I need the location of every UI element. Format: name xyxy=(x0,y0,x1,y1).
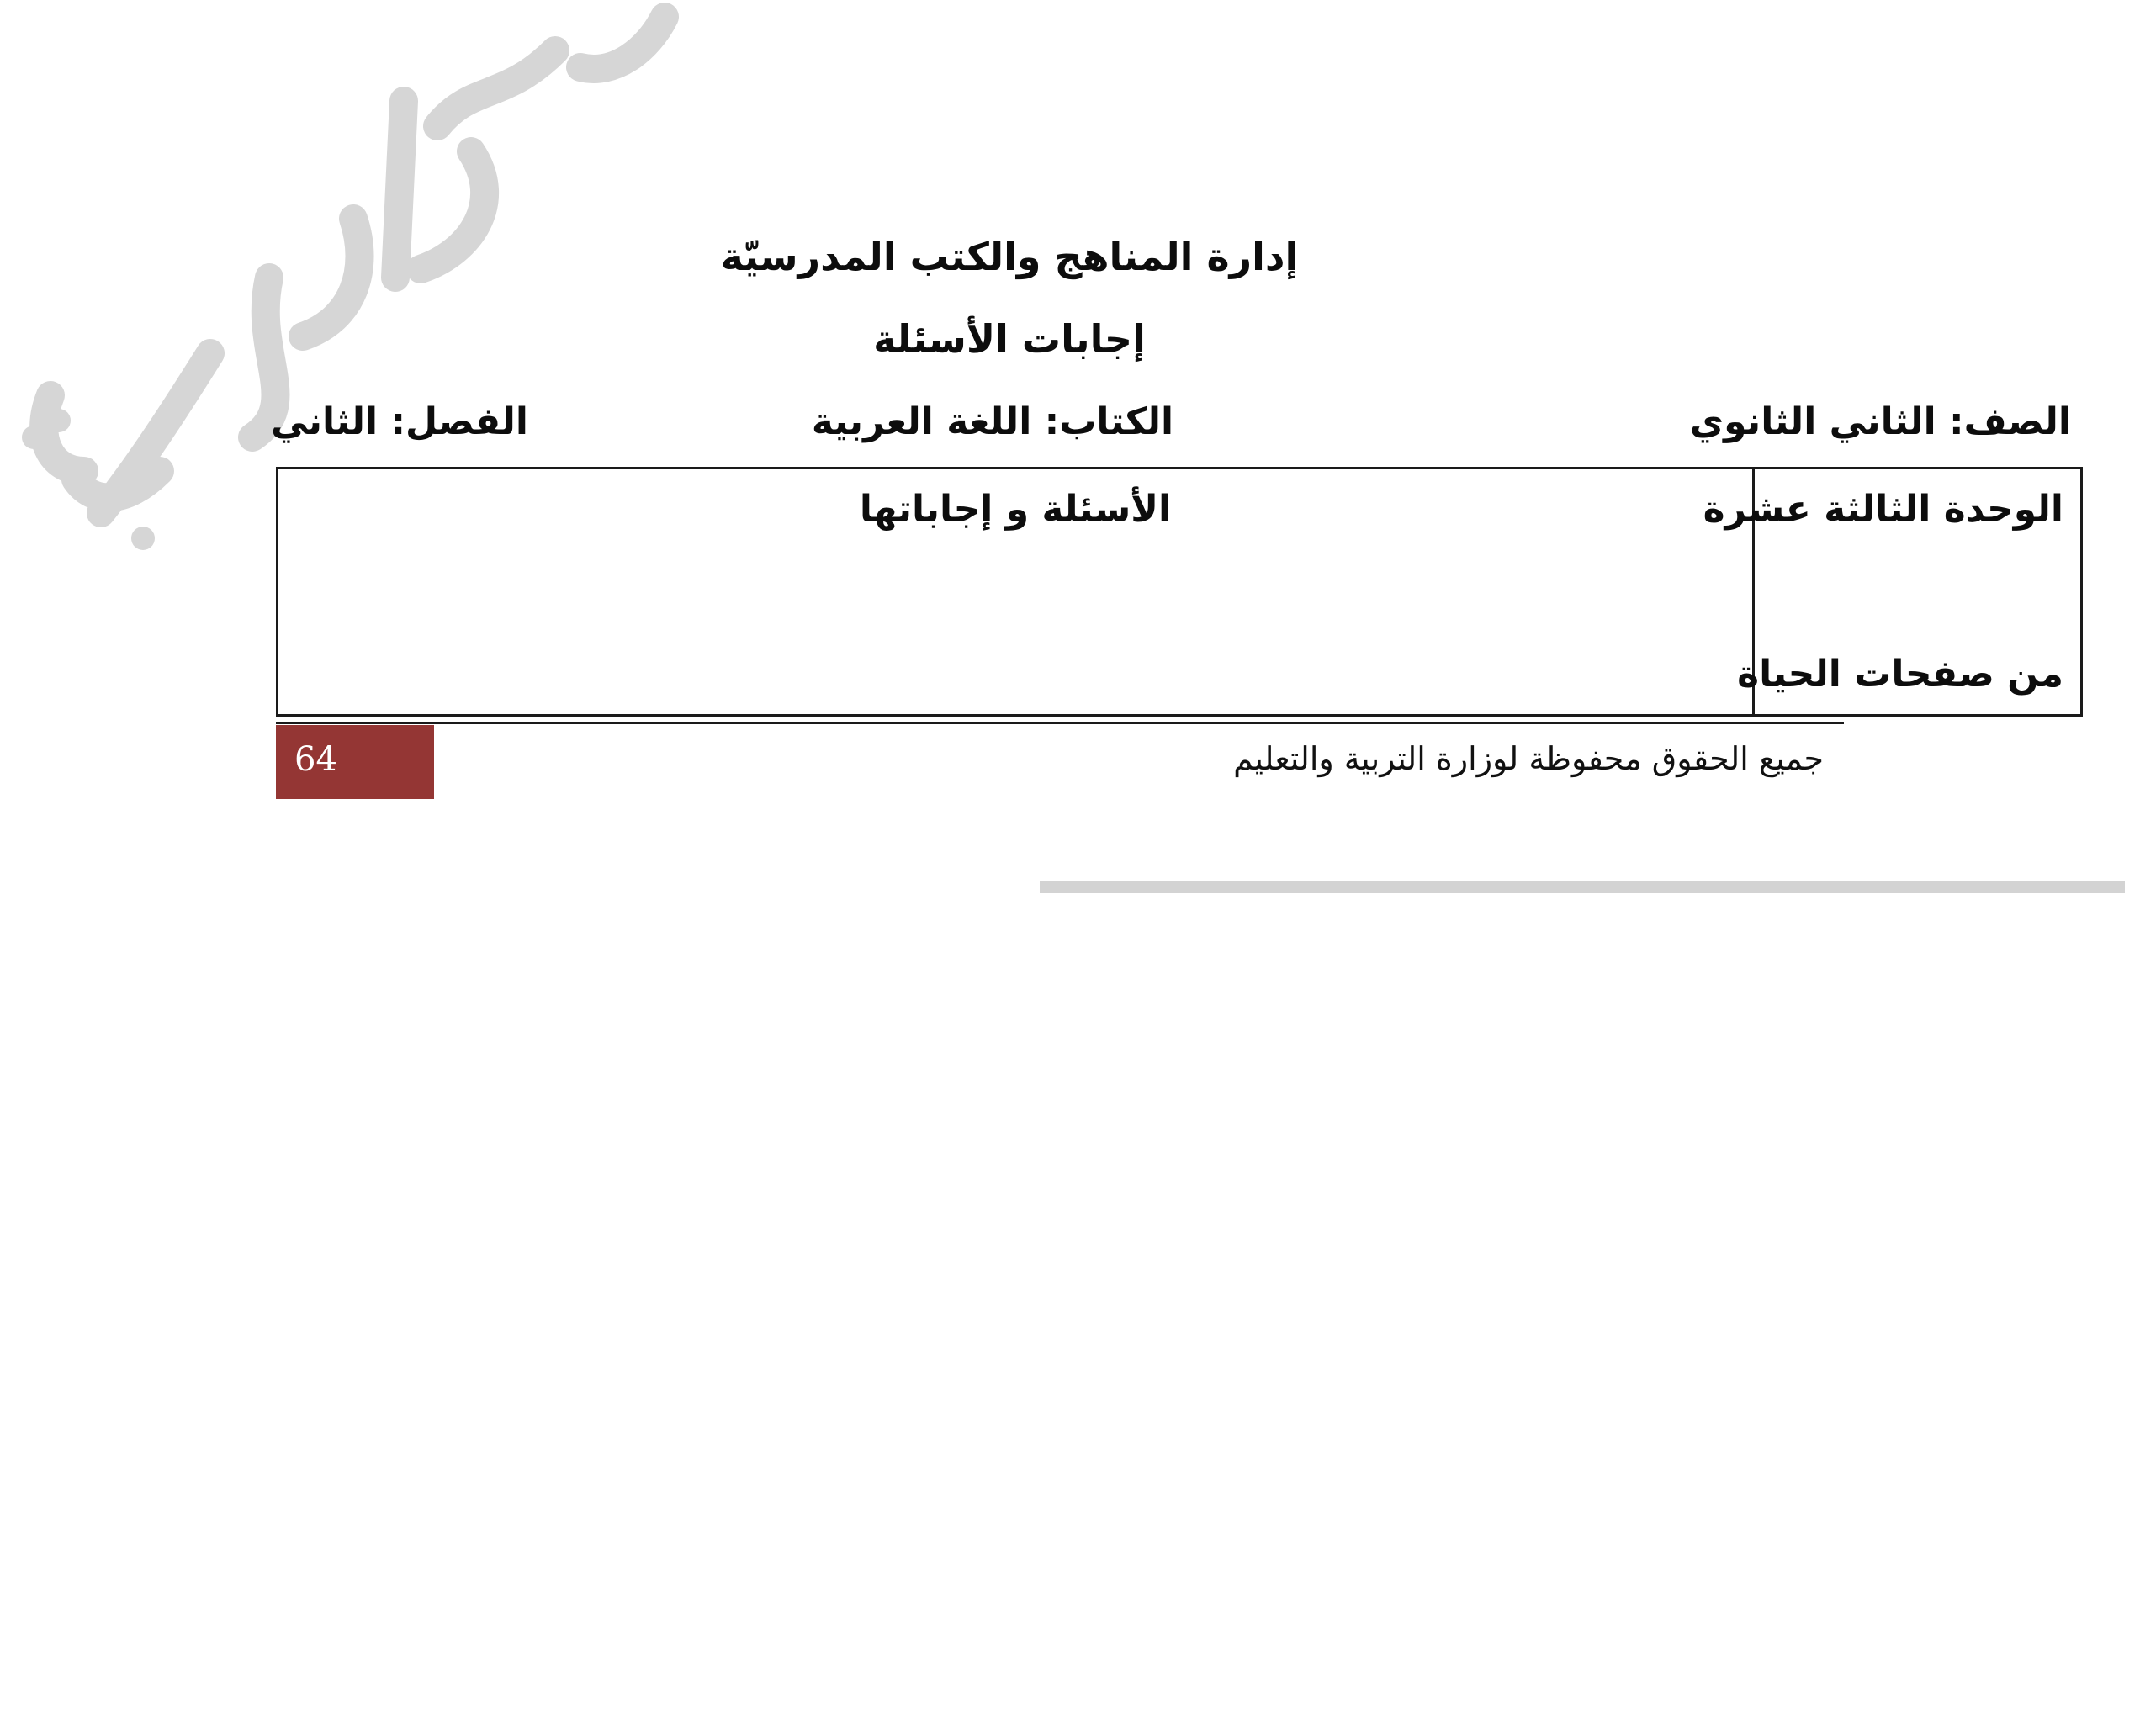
semester-label: الفصل: الثاني xyxy=(271,400,528,443)
section-title: الأسئلة و إجاباتها xyxy=(859,488,1172,531)
lesson-title: من صفحات الحياة xyxy=(1737,653,2063,696)
grade-label: الصف: الثاني الثانوي xyxy=(1689,400,2071,443)
unit-info-table xyxy=(276,467,2083,717)
department-title: إدارة المناهج والكتب المدرسيّة xyxy=(720,234,1299,279)
page-number: 64 xyxy=(294,740,337,779)
document-title: إجابات الأسئلة xyxy=(873,316,1146,362)
footer-rule xyxy=(276,722,1844,724)
page-number-box xyxy=(276,725,434,799)
unit-title: الوحدة الثالثة عشرة xyxy=(1703,488,2063,531)
separator-bar xyxy=(1040,881,2125,893)
copyright-footer: جميع الحقوق محفوظة لوزارة التربية والتعليم xyxy=(1233,740,1824,777)
book-label: الكتاب: اللغة العربية xyxy=(811,400,1174,443)
